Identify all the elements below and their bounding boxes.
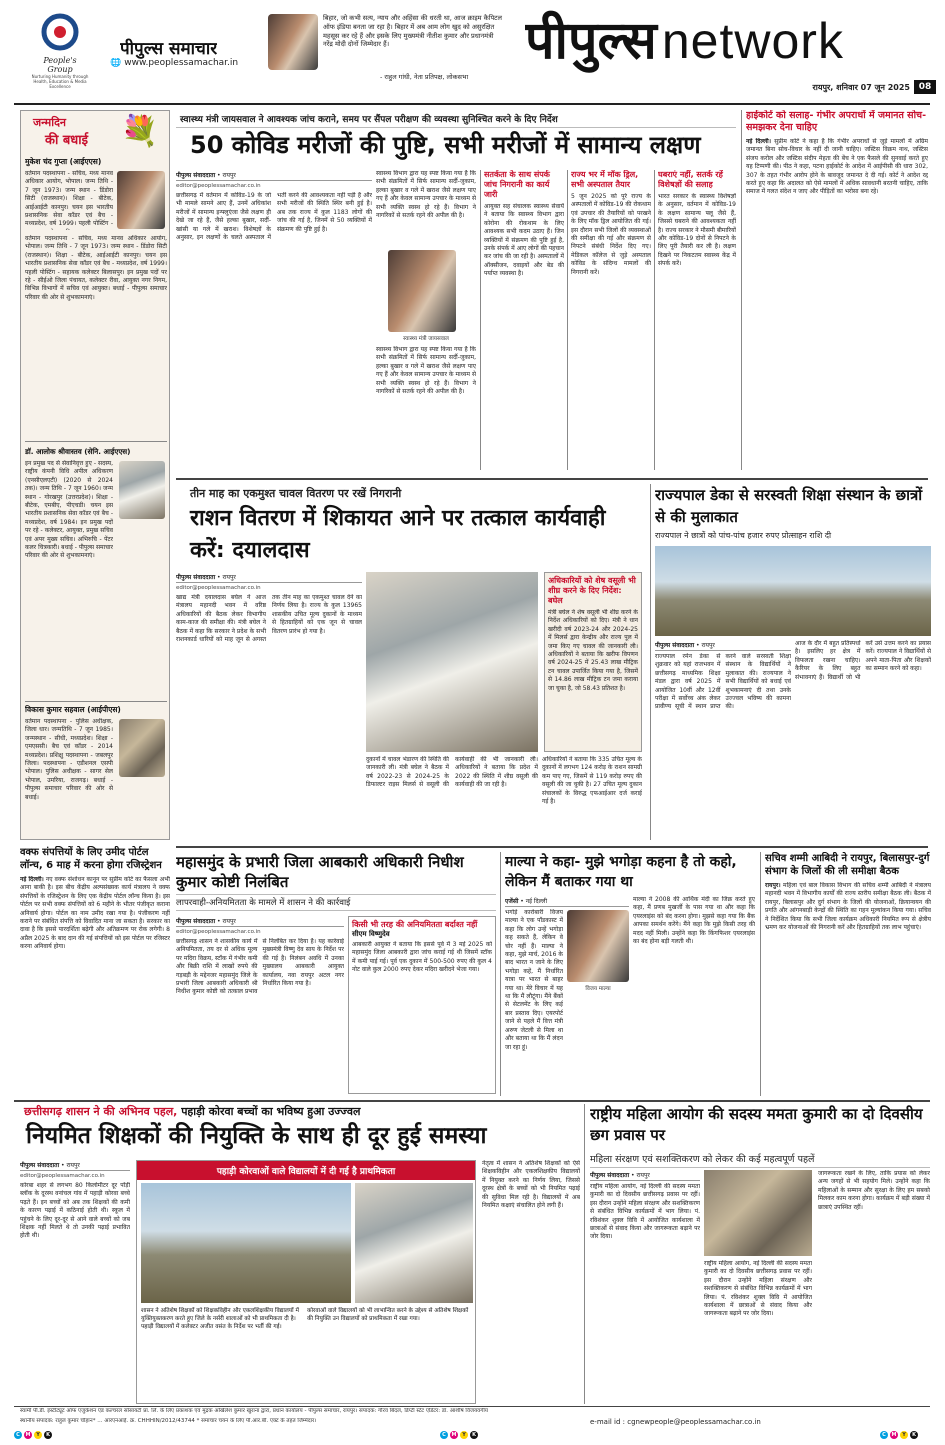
teachers-caption-2: कोरवाओं वाले विद्यालयों को भी लाभान्वित करने के उद्देश्य से अतिशेष शिक्षकों की नियुक्ति उन विद्यालयों को प्राथमिकता में रखा गया। bbox=[307, 1308, 469, 1322]
network-title-hi: पीपुल्स bbox=[525, 11, 657, 71]
covid-photo-caption: स्वास्थ्य मंत्री जायसवाल bbox=[403, 336, 449, 342]
person-1-text-cont: वर्तमान पदस्थापना - सचिव, मध्य मानव अधिकार आयोग, भोपाल। जन्म तिथि - 7 जून 1973। जन्म स्थान - डिंडोरा सिटी (राजस्थान)। शिक्षा - बीटेक, आईआईटी कानपुर। चयन इस भारतीय प्रशासनिक सेवा कॉडर एवं बैच - मध्यप्रदेश, वर्ष 1999। पहली पोस्टिंग - सहायक कलेक्टर बिलासपुर। इन प्रमुख पदों पर रहे - सीईओ जिला पंचायत, कलेक्टर रीवा, आयुक्त नगर निगम, विभिन्न विभागों में सचिव एवं आयुक्त। बधाई - पीपुल्स समाचार परिवार की ओर से शुभकामनाएं। bbox=[25, 235, 167, 301]
ration-byline: पीपुल्स संवाददाता • रायपुर bbox=[176, 572, 362, 583]
flower-bouquet-icon: 💐 bbox=[121, 114, 159, 149]
mallya-byline-name: एजेंसी bbox=[505, 898, 519, 905]
women-col-2 bbox=[704, 1260, 812, 1404]
excise-box bbox=[348, 916, 496, 1094]
teachers-photo-box bbox=[136, 1160, 476, 1404]
teachers-byline-name: पीपुल्स संवाददाता bbox=[20, 1162, 60, 1169]
section-rule-3 bbox=[14, 1100, 930, 1102]
mallya-col-1 bbox=[505, 896, 629, 1094]
teachers-byline: पीपुल्स संवाददाता • रायपुर bbox=[20, 1160, 130, 1171]
covid-kicker: स्वास्थ्य मंत्री जायसवाल ने आवश्यक जांच कराने, समय पर सैंपल परीक्षण की व्यवस्था सुनिश्चित करने के दिए निर्देश bbox=[176, 110, 736, 128]
person-1-name: मुकेश चंद गुप्ता (आईएएस) bbox=[25, 157, 102, 166]
group-name: People's Group bbox=[43, 56, 77, 74]
governor-story bbox=[655, 484, 931, 840]
cyan-dot: C bbox=[440, 1431, 448, 1439]
yellow-dot: Y bbox=[460, 1431, 468, 1439]
cyan-dot: C bbox=[14, 1431, 22, 1439]
women-byline: पीपुल्स संवाददाता • रायपुर bbox=[590, 1170, 700, 1181]
governor-body-1: राज्यपाल रमेन डेका से शुक्रवार को यहां राजभवन में छत्तीसगढ़ माध्यमिक शिक्षा मंडल द्वारा वर्ष 2025 में आयोजित 10वीं और 12वीं परीक्षा में सर्वोच्च अंक लेकर प्रावीण्य सूची में स्थान प्राप्त करने वाले सरस्वती शिक्षा संस्थान के विद्यार्थियों ने मुलाकात की। राज्यपाल ने सभी विद्यार्थियों को बधाई एवं शुभकामनाएं दी तथा उनके उज्ज्वल भविष्य की कामना की। bbox=[655, 653, 791, 711]
excise-headline: महासमुंद के प्रभारी जिला आबकारी अधिकारी निधीश कुमार कोष्टी निलंबित bbox=[176, 853, 464, 891]
covid-side-1 bbox=[484, 170, 564, 475]
teachers-story bbox=[20, 1104, 580, 1404]
dateline: रायपुर, शनिवार 07 जून 2025 bbox=[812, 83, 910, 92]
governor-col-3 bbox=[795, 640, 931, 838]
network-title bbox=[525, 6, 925, 76]
group-logo bbox=[30, 12, 90, 92]
governor-byline: पीपुल्स संवाददाता • रायपुर bbox=[655, 640, 791, 651]
mallya-photo bbox=[567, 910, 629, 982]
section-rule-1 bbox=[176, 478, 928, 480]
covid-col-2 bbox=[376, 170, 476, 475]
masthead bbox=[0, 0, 945, 105]
excise-story bbox=[176, 852, 496, 1096]
paper-name: पीपुल्स समाचार bbox=[120, 39, 218, 59]
excise-byline-city: रायपुर bbox=[222, 918, 236, 925]
women-byline-name: पीपुल्स संवाददाता bbox=[590, 1172, 630, 1179]
teachers-email: editor@peoplessamachar.co.in bbox=[20, 1173, 105, 1179]
waqf-story bbox=[20, 846, 170, 1096]
ration-col-3 bbox=[542, 756, 642, 842]
mallya-headline: माल्या ने कहा- मुझे भगोड़ा कहना है तो कहो, लेकिन मैं बताकर गया था bbox=[505, 854, 737, 890]
magenta-dot: M bbox=[25, 1432, 31, 1438]
women-divider bbox=[584, 1104, 585, 1404]
footer-rule bbox=[14, 1406, 930, 1407]
birthday-person-3 bbox=[25, 705, 167, 839]
ration-kicker: तीन माह का एकमुश्त चावल वितरण पर रखें निगरानी bbox=[190, 487, 402, 500]
person-3-photo bbox=[119, 719, 165, 777]
governor-subhead: राज्यपाल ने छात्रों को पांच-पांच हजार रुपए प्रोत्साहन राशि दी bbox=[655, 531, 832, 540]
magenta-dot: M bbox=[891, 1432, 897, 1438]
excise-main-col bbox=[176, 916, 344, 1096]
globe-icon: 🌐 bbox=[110, 58, 122, 68]
ration-cols bbox=[366, 756, 538, 842]
birthday-title-bottom: की बधाई bbox=[45, 133, 89, 148]
teachers-col-3 bbox=[482, 1160, 580, 1404]
excise-subhead: लापरवाही-अनियमितता के मामले में शासन ने की कार्रवाई bbox=[176, 894, 496, 911]
mallya-byline-city: नई दिल्ली bbox=[525, 898, 548, 905]
women-col-3 bbox=[818, 1170, 930, 1404]
birthday-title-top: जन्मदिन bbox=[33, 116, 67, 129]
excise-box-title: किसी भी तरह की अनियमितता बर्दाश्त नहीं bbox=[352, 920, 478, 929]
covid-divider-3 bbox=[654, 170, 655, 470]
birthday-person-2 bbox=[25, 447, 167, 697]
covid-body-2b: स्वास्थ्य विभाग द्वारा यह स्पष्ट किया गया है कि सभी संक्रमितों में सिर्फ सामान्य सर्दी-जुकाम, हल्का बुखार व गले में खराश जैसे लक्षण पाए गए हैं और केवल सामान्य उपचार के माध्यम से सभी व्यक्ति स्वस्थ हो रहे हैं। विभाग ने नागरिकों से सतर्क रहने की अपील की है। bbox=[376, 346, 476, 396]
ration-box-body: मंत्री बघेल ने शेष वसूली भी शीघ्र करने के निर्देश अधिकारियों को दिए। मंत्री ने धान खरीदी वर्ष 2023-24 और 2024-25 में मिलर्स द्वारा केन्द्रीय और राज्य पूल में जमा किए गए चावल की जानकारी ली। अधिकारियों ने बताया कि खरीफ विपणन वर्ष 2024-25 में 25.43 लाख मीट्रिक टन चावल उपार्जित किया गया है, जिसमें से 14.86 लाख मीट्रिक टन जमा कराया जा चुका है, जो 58.43 प्रतिशत है। bbox=[548, 609, 638, 692]
ration-main-col bbox=[176, 572, 362, 844]
birthday-divider-1 bbox=[25, 441, 167, 442]
covid-divider-2 bbox=[567, 170, 568, 470]
quote-author: - राहुल गांधी, नेता प्रतिपक्ष, लोकसभा bbox=[380, 73, 469, 81]
commission-divider bbox=[760, 852, 761, 1096]
black-dot: K bbox=[910, 1431, 918, 1439]
governor-byline-name: पीपुल्स संवाददाता bbox=[655, 642, 695, 649]
waqf-body-text: नए वक्फ संशोधन कानून पर सुप्रीम कोर्ट का फैसला अभी आना बाकी है। इस बीच केंद्रीय अल्पसंख्यक कार्य मंत्रालय ने वक्फ संपत्तियों के रजिस्ट्रेशन के लिए एक केंद्रीय पोर्टल लॉन्च किया है। इस पोर्टल पर सभी वक्फ संपत्तियों को 6 महीने के भीतर पंजीकृत कराना अनिवार्य होगा। पोर्टल का नाम उमीद रखा गया है। पंजीकरण नहीं कराने पर संबंधित संपत्ति को विवादित माना जा सकता है। सरकार का दावा है कि इससे पारदर्शिता बढ़ेगी और अतिक्रमण पर रोक लगेगी। 8 अप्रैल 2025 के बाद दान की गई संपत्तियों को इस पोर्टल पर रजिस्टर करना अनिवार्य होगा। bbox=[20, 876, 170, 951]
teachers-kicker-red: छत्तीसगढ़ शासन ने की अभिनव पहल, bbox=[24, 1105, 178, 1118]
hc-divider bbox=[741, 110, 742, 470]
covid-side-1-body: आयुक्त सह संचालक स्वास्थ्य सेवायें ने बताया कि स्वास्थ्य विभाग द्वारा कोरोना की रोकथाम के लिए आवश्यक सभी कदम उठाए हैं। जिन व्यक्तियों में संक्रमण की पुष्टि हुई है, उनके संपर्क में आए लोगों की पहचान कर जांच की जा रही है। अस्पतालों में ऑक्सीजन, दवाइयों और बेड की पर्याप्त व्यवस्था है। bbox=[484, 203, 564, 278]
mallya-col-2 bbox=[633, 896, 755, 1094]
covid-story bbox=[176, 110, 736, 480]
birthday-column bbox=[20, 110, 170, 840]
covid-minister-photo bbox=[388, 250, 456, 332]
website bbox=[110, 58, 238, 68]
waqf-dateline: नई दिल्ली। bbox=[20, 876, 44, 883]
women-body-1b: राष्ट्रीय महिला आयोग, नई दिल्ली की सदस्य ममता कुमारी का दो दिवसीय छत्तीसगढ़ प्रवास पर रहीं। इस दौरान उन्होंने महिला संरक्षण और सशक्तिकरण से संबंधित विभिन्न कार्यक्रमों में भाग लिया। पं. रविशंकर शुक्ल विवि में आयोजित कार्यशाला में छात्राओं से संवाद किया और जागरूकता बढ़ाने पर जोर दिया। bbox=[704, 1260, 812, 1318]
person-2-name: डॉ. आलोक श्रीवास्तव (सेनि. आईएएस) bbox=[25, 447, 131, 456]
women-story bbox=[590, 1104, 930, 1404]
person-1-photo bbox=[117, 171, 165, 229]
teachers-body-1: कोरबा शहर से लगभग 80 किलोमीटर दूर पोंड़ी ब्लॉक के दूरस्थ वनांचल गांव में पहाड़ी कोरवा बच्चे पढ़ते हैं। इन बच्चों को अब तक शिक्षकों की कमी के कारण पढ़ाई में कठिनाई होती थी। स्कूल में पहुंचने के लिए दूर-दूर से आने वाले बच्चों को जब शिक्षक नहीं मिलते थे तो उनकी पढ़ाई प्रभावित होती थी। bbox=[20, 1182, 130, 1240]
governor-photo bbox=[655, 546, 931, 636]
excise-box-author: सीएम विष्णुदेव bbox=[352, 930, 390, 938]
covid-email: editor@peoplessamachar.co.in bbox=[176, 183, 261, 189]
covid-side-2-body: 5 जून 2025 को पूरे राज्य के अस्पतालों में कोविड-19 की रोकथाम एवं उपचार की तैयारियों को परखने के लिए मॉक ड्रिल आयोजित की गई। इस दौरान सभी जिलों की व्यवस्थाओं की समीक्षा की गई और संक्रमण से निपटने संबंधी निर्देश दिए गए। मेडिकल कॉलेज से जुड़े अस्पताल कोविड के संदिग्ध मामलों की निगरानी करें। bbox=[571, 193, 651, 276]
commission-story bbox=[765, 852, 931, 1096]
group-tagline: Nurturing Humanity through Health, Education & Media Excellence bbox=[31, 74, 89, 89]
governor-divider bbox=[650, 484, 651, 840]
covid-byline: पीपुल्स संवाददाता • रायपुर bbox=[176, 170, 372, 181]
footer-email: e-mail id : cgnewpeople@peoplessamachar.co.in bbox=[590, 1418, 761, 1426]
mallya-byline: एजेंसी • नई दिल्ली bbox=[505, 896, 629, 907]
women-event-photo bbox=[704, 1170, 812, 1256]
cmyk-strip-center bbox=[440, 1431, 478, 1439]
commission-headline: सचिव शम्मी आबिदी ने रायपुर, बिलासपुर-दुर्ग संभाग के जिलों की ली समीक्षा बैठक bbox=[765, 853, 930, 877]
teachers-headline: नियमित शिक्षकों की नियुक्ति के साथ ही दूर हुई समस्या bbox=[26, 1123, 487, 1149]
covid-side-1-title: सतर्कता के साथ संपर्क जांच निगरानी का कार्य जारी bbox=[484, 170, 550, 199]
women-subhead: महिला संरक्षण एवं सशक्तिकरण को लेकर की कई महत्वपूर्ण पहलें bbox=[590, 1150, 930, 1168]
hc-body bbox=[746, 138, 928, 453]
black-dot: K bbox=[44, 1431, 52, 1439]
cmyk-strip-left bbox=[14, 1431, 52, 1439]
women-byline-city: रायपुर bbox=[636, 1172, 650, 1179]
excise-email: editor@peoplessamachar.co.in bbox=[176, 929, 261, 935]
peoples-group-logo-icon bbox=[38, 12, 82, 52]
teachers-caption-1: शासन ने अतिशेष शिक्षकों को शिक्षकविहीन और एकलशिक्षकीय विद्यालयों में युक्तियुक्तकरण करते हुए जिले के नर्सरी शालाओं को भी प्राथमिकता दी है। पहाड़ी विद्यालयों में कलेक्टर अजीत वसंत के निर्देश पर भर्ती की गई। bbox=[141, 1308, 299, 1330]
waqf-body bbox=[20, 876, 170, 1081]
covid-side-3-body: भारत सरकार के स्वास्थ्य विशेषज्ञों के अनुसार, वर्तमान में कोविड-19 के लक्षण सामान्य फ्लू जैसे हैं, जिससे घबराने की आवश्यकता नहीं है। राज्य सरकार ने मौसमी बीमारियों और कोविड-19 दोनों से निपटने के लिए पूरी तैयारी कर ली है। लक्षण दिखने पर निकटतम स्वास्थ्य केंद्र में संपर्क करें। bbox=[658, 193, 736, 268]
network-title-en: network bbox=[661, 13, 844, 69]
governor-headline: राज्यपाल डेका से सरस्वती शिक्षा संस्थान के छात्रों से की मुलाकात bbox=[655, 486, 923, 526]
teachers-school-photo-2 bbox=[355, 1183, 473, 1303]
mallya-photo-caption: विजय माल्या bbox=[585, 986, 611, 992]
person-2-text: इन प्रमुख पद से सेवानिवृत्त हुए - सदस्य, राष्ट्रीय कंपनी विधि अपील अधिकरण (एनसीएलएटी) (2020 से 2024 तक)। जन्म तिथि - 7 जून 1960। जन्म स्थान - गोरखपुर (उत्तरप्रदेश)। शिक्षा - बीटेक, एमबीए, पीएचडी। चयन इस भारतीय प्रशासनिक सेवा कॉडर एवं बैच - मध्यप्रदेश, वर्ष 1984। इन प्रमुख पदों पर रहे - कलेक्टर, आयुक्त, प्रमुख सचिव एवं अपर मुख्य सचिव। अभिरुचि - पेंटर कलर चित्रकारी। बधाई - पीपुल्स समाचार परिवार की ओर से शुभकामनाएं। bbox=[25, 460, 113, 560]
covid-side-2 bbox=[571, 170, 651, 475]
hc-body-text: सुप्रीम कोर्ट ने कहा है कि गंभीर अपराधों से जुड़े मामलों में अग्रिम जमानत बिना सोच-विचार के नहीं दी जानी चाहिए। जस्टिस विक्रम नाथ, जस्टिस संजय करोल और जस्टिस संदीप मेहता की बेंच ने एक फैसले की सुनवाई करते हुए यह टिप्पणी की। पीठ ने कहा, पटना हाईकोर्ट के आदेश में आईपीसी की धारा 302, 307 के तहत गंभीर आरोप होने के बावजूद जमानत दे दी गई। कोर्ट ने आदेश रद्द करते हुए कहा कि अदालत को ऐसे मामलों में अधिक सावधानी बरतनी चाहिए, ताकि समाज में गलत संदेश न जाए और पीड़ितों का भरोसा बना रहे। bbox=[746, 138, 928, 196]
commission-body bbox=[765, 882, 931, 1074]
covid-main-col bbox=[176, 170, 372, 475]
governor-body-2: आज के दौर में बहुत प्रतिस्पर्धा है। इसलिए हर क्षेत्र में विफलता रखना चाहिए। कैरियर के लिए बहुत संभावनाएं हैं। विद्यार्थी जो भी करें उसे उत्तम करने का प्रयास करें। राज्यपाल ने विद्यार्थियों से अपने माता-पिता और शिक्षकों का सम्मान करने को कहा। bbox=[795, 640, 931, 681]
teachers-byline-city: रायपुर bbox=[66, 1162, 80, 1169]
magenta-dot: M bbox=[451, 1432, 457, 1438]
birthday-person-1 bbox=[25, 157, 167, 427]
ration-body-3: अधिकारियों ने बताया कि 335 उचित मूल्य के दुकानों में लगभग 124 करोड़ के राशन सामग्री कम पाए गए, जिसमें से 119 करोड़ रुपए की वसूली की जा चुकी है। 27 उचित मूल्य दुकान संचालकों के विरुद्ध एफआईआर दर्ज कराई गई है। bbox=[542, 756, 642, 806]
covid-byline-city: रायपुर bbox=[222, 172, 236, 179]
waqf-headline: वक्फ संपत्तियों के लिए उमीद पोर्टल लॉन्च, 6 माह में करना होगा रजिस्ट्रेशन bbox=[20, 847, 162, 871]
ration-body-1: खाद्य मंत्री दयालदास बघेल ने आज मंत्रालय महानदी भवन में वरिष्ठ अधिकारियों की बैठक लेकर विभागीय काम-काज की समीक्षा की। मंत्री बघेल ने बैठक में कहा कि सरकार ने प्रदेश के सभी राशनकार्ड धारियों को माह जून से अगस्त तक तीन माह का एकमुश्त चावल देने का निर्णय लिया है। राज्य के कुल 13965 शासकीय उचित मूल्य दुकानों के माध्यम से हितग्राहियों को एक जून से चावल वितरण प्रारंभ हो गया है। bbox=[176, 594, 362, 644]
ration-email: editor@peoplessamachar.co.in bbox=[176, 585, 261, 591]
black-dot: K bbox=[470, 1431, 478, 1439]
ration-byline-name: पीपुल्स संवाददाता bbox=[176, 574, 216, 581]
ration-box-title: अधिकारियों को शेष वसूली भी शीघ्र करने के दिए निर्देश: बघेल bbox=[548, 576, 636, 605]
commission-dateline: रायपुर। bbox=[765, 882, 781, 889]
person-2-photo bbox=[119, 461, 165, 519]
mallya-body: भगोड़े कारोबारी विजय माल्या ने एक पॉडकास्ट में कहा कि लोग उन्हें भगोड़ा कह सकते हैं, लेकिन वे चोर नहीं हैं। माल्या ने कहा, मुझे मार्च, 2016 के बाद भारत न जाने के लिए भगोड़ा कहें, मैं निर्धारित यात्रा पर भारत से बाहर गया था। मेरे विचार में यह था कि मैं लौटूंगा। मैंने बैंकों से सेटलमेंट के लिए कई बार प्रस्ताव दिए। एयरपोर्ट जाने से पहले मैं वित्त मंत्री अरुण जेटली से मिला था और बताया था कि मैं लंदन जा रहा हूं। bbox=[505, 909, 563, 1051]
covid-body-2: स्वास्थ्य विभाग द्वारा यह स्पष्ट किया गया है कि सभी संक्रमितों में सिर्फ सामान्य सर्दी-जुकाम, हल्का बुखार व गले में खराश जैसे लक्षण पाए गए हैं और केवल सामान्य उपचार के माध्यम से सभी व्यक्ति स्वस्थ हो रहे हैं। विभाग ने नागरिकों से सतर्क रहने की अपील की है। bbox=[376, 170, 476, 220]
excise-byline-name: पीपुल्स संवाददाता bbox=[176, 918, 216, 925]
covid-side-2-title: राज्य भर में मॉक ड्रिल, सभी अस्पताल तैयार bbox=[571, 170, 639, 189]
covid-side-3 bbox=[658, 170, 736, 475]
ration-meeting-photo bbox=[366, 572, 538, 752]
teachers-kicker bbox=[20, 1104, 580, 1119]
excise-byline: पीपुल्स संवाददाता • रायपुर bbox=[176, 916, 344, 927]
footer-imprint: स्वामी पी.डी. इंस्टीट्यूट ऑफ एजुकेशन एंड कल्चरल सोसायटी प्रा. लि. के लिए प्रकाशक एवं मुद्रक अखिलेश कुमार खुराना द्वारा, प्रधान कार्यालय - पीपुल्स समाचार, रायपुर। संपादक: गौरव बिंदल, डिप्टी स्टेट एडिटर: डॉ. आशीष विजयवर्गीय bbox=[20, 1408, 488, 1414]
website-url: www.peoplessamachar.in bbox=[124, 58, 239, 68]
covid-headline: 50 कोविड मरीजों की पुष्टि, सभी मरीजों में सामान्य लक्षण bbox=[190, 131, 701, 159]
birthday-header bbox=[21, 111, 170, 155]
teachers-main-col bbox=[20, 1160, 130, 1404]
hc-headline: हाईकोर्ट को सलाह- गंभीर अपराधों में जमानत सोच-समझकर देना चाहिए bbox=[746, 110, 927, 133]
quote-portrait bbox=[268, 14, 318, 70]
commission-body-text: महिला एवं बाल विकास विभाग की सचिव शम्मी आबिदी ने मंत्रालय महानदी भवन में विभागीय कार्यों की राज्य स्तरीय समीक्षा बैठक ली। बैठक में रायपुर, बिलासपुर और दुर्ग संभाग के जिलों की योजनाओं, क्रियान्वयन की प्रगति और आंगनबाड़ी केन्द्रों की स्थिति का गहन मूल्यांकन किया गया। सचिव ने निर्देशित किया कि सभी जिला कार्यक्रम अधिकारी नियमित रूप से क्षेत्रीय भ्रमण कर योजनाओं की निगरानी करें और हितग्राहियों तक लाभ पहुंचाएं। bbox=[765, 882, 931, 932]
birthday-divider-2 bbox=[25, 701, 167, 702]
teachers-kicker-black: पहाड़ी कोरवा बच्चों का भविष्य हुआ उज्ज्वल bbox=[181, 1105, 361, 1118]
hc-story bbox=[746, 110, 928, 470]
yellow-dot: Y bbox=[34, 1431, 42, 1439]
teachers-body-2: नेतृत्व में शासन ने अतिशेष शिक्षकों को ऐसे शिक्षकविहीन और एकलशिक्षकीय विद्यालयों में नियुक्त करने का निर्णय लिया, जिससे दूरस्थ क्षेत्रों के बच्चों को भी नियमित पढ़ाई की सुविधा मिल रही है। विद्यालयों में अब नियमित कक्षाएं संचालित होने लगी हैं। bbox=[482, 1160, 580, 1210]
teachers-school-photo-1 bbox=[141, 1183, 351, 1303]
covid-side-3-title: घबराएं नहीं, सतर्क रहें विशेषज्ञों की सलाह bbox=[658, 170, 723, 189]
cmyk-strip-right bbox=[880, 1431, 918, 1439]
quote-text: बिहार, जो कभी सत्य, न्याय और अहिंसा की धरती था, आज क्राइम कैपिटल ऑफ इंडिया बनता जा रहा है। बिहार में अब आम लोग खुद को असुरक्षित महसूस कर रहे हैं और इसके लिए मुख्यमंत्री नीतीश कुमार और प्रधानमंत्री नरेंद्र मोदी दोनों जिम्मेदार हैं। bbox=[323, 14, 502, 49]
women-headline: राष्ट्रीय महिला आयोग की सदस्य ममता कुमारी का दो दिवसीय छग प्रवास पर bbox=[590, 1105, 923, 1144]
page-number: 08 bbox=[914, 80, 936, 94]
governor-byline-box bbox=[655, 640, 791, 833]
teachers-photo-banner: पहाड़ी कोरवाओं वाले विद्यालयों में दी गई है प्राथमिकता bbox=[137, 1161, 475, 1180]
women-body-1: राष्ट्रीय महिला आयोग, नई दिल्ली की सदस्य ममता कुमारी का दो दिवसीय छत्तीसगढ़ प्रवास पर रहीं। इस दौरान उन्होंने महिला संरक्षण और सशक्तिकरण से संबंधित विभिन्न कार्यक्रमों में भाग लिया। पं. रविशंकर शुक्ल विवि में आयोजित कार्यशाला में छात्राओं से संवाद किया और जागरूकता बढ़ाने पर जोर दिया। bbox=[590, 1183, 700, 1241]
governor-byline-city: रायपुर bbox=[701, 642, 715, 649]
mallya-story bbox=[505, 852, 755, 1096]
covid-divider-1 bbox=[480, 170, 481, 470]
ration-headline: राशन वितरण में शिकायत आने पर तत्काल कार्यवाही करें: दयालदास bbox=[190, 506, 606, 563]
hc-dateline: नई दिल्ली। bbox=[746, 138, 771, 145]
ration-story bbox=[176, 484, 646, 844]
mallya-body-2: माल्या ने 2008 की आर्थिक मंदी का जिक्र करते हुए कहा, मैं प्रणब मुखर्जी के पास गया था और कहा कि एयरलाइंस को बंद करना होगा। मुझसे कहा गया कि बैंक आपका समर्थन करेंगे। मैंने कहा कि मुझे किसी तरह की मदद नहीं मिली। उन्होंने कहा कि किंगफिशर एयरलाइंस का बंद होना बड़ी गलती थी। bbox=[633, 896, 755, 946]
yellow-dot: Y bbox=[900, 1431, 908, 1439]
excise-body: छत्तीसगढ़ शासन ने शासकीय कार्य में अनियमितता, तय दर से अधिक मूल्य पर मदिरा विक्रय, स्टॉक में गंभीर कमी और बिक्री राशि में लाखों रुपये की गड़बड़ी के मद्देनजर महासमुंद जिले के प्रभारी जिला आबकारी अधिकारी श्री निधीश कुमार कोष्टी को तत्काल प्रभाव से निलंबित कर दिया है। यह कार्रवाई मुख्यमंत्री विष्णु देव साय के निर्देश पर की गई है। निलंबन अवधि में उनका मुख्यालय आबकारी आयुक्त कार्यालय, नवा रायपुर अटल नगर निर्धारित किया गया है। bbox=[176, 938, 344, 996]
ration-byline-city: रायपुर bbox=[222, 574, 236, 581]
women-col-1 bbox=[590, 1170, 700, 1404]
cyan-dot: C bbox=[880, 1431, 888, 1439]
mallya-divider bbox=[500, 852, 501, 1096]
section-rule-2 bbox=[176, 846, 928, 848]
person-3-text: वर्तमान पदस्थापना - पुलिस अधीक्षक, जिला धार। जन्मतिथि - 7 जून 1985। जन्मस्थान - सीधी, मध्यप्रदेश। शिक्षा - एमएससी। बैच एवं कॉडर - 2014 मध्यप्रदेश। प्रशिक्षु पदस्थापना - जबलपुर जिला। पदस्थापना - एडीशनल एसपी भोपाल। पुलिस अधीक्षक - सागर सेल भोपाल, उमरिया, राजगढ़। बधाई - पीपुल्स समाचार परिवार की ओर से बधाई। bbox=[25, 718, 113, 801]
masthead-rule bbox=[14, 103, 930, 105]
ration-box bbox=[544, 572, 642, 752]
person-3-name: विकास कुमार सहवाल (आईपीएस) bbox=[25, 705, 121, 714]
covid-body-1: छत्तीसगढ़ में वर्तमान में कोविड-19 के जो भी मामले सामने आए हैं, उनमें अधिकांश मरीजों में सामान्य इन्फ्लुएंजा जैसे लक्षण ही देखे जा रहे हैं, जैसे हल्का बुखार, सर्दी-खांसी या गले में खराश। विशेषज्ञों के अनुसार, इन लक्षणों के चलते अस्पताल में भर्ती करने की आवश्यकता नहीं पड़ी है और सभी मरीजों की स्थिति स्थिर बनी हुई है। अब तक राज्य में कुल 1183 लोगों की जांच की गई है, जिनमें से 50 व्यक्तियों में संक्रमण की पुष्टि हुई है। bbox=[176, 192, 372, 242]
covid-byline-name: पीपुल्स संवाददाता bbox=[176, 172, 216, 179]
person-1-text: वर्तमान पदस्थापना - सचिव, मध्य मानव अधिकार आयोग, भोपाल। जन्म तिथि - 7 जून 1973। जन्म स्थान - डिंडोरा सिटी (राजस्थान)। शिक्षा - बीटेक, आईआईटी कानपुर। चयन इस भारतीय प्रशासनिक सेवा कॉडर एवं बैच - मध्यप्रदेश, वर्ष 1999। पहली पोस्टिंग - bbox=[25, 170, 113, 228]
women-body-2: जागरूकता रखने के लिए, ताकि प्रयास को लेकर अन्य जगहों से भी सहयोग मिले। उन्होंने कहा कि महिलाओं के सम्मान और सुरक्षा के लिए हम सबको मिलकर काम करना होगा। कार्यक्रम में बड़ी संख्या में छात्राएं उपस्थित रहीं। bbox=[818, 1170, 930, 1211]
excise-box-body: आबकारी आयुक्त ने बताया कि इससे पूर्व में 3 मई 2025 को महासमुंद जिला आबकारी द्वारा जांच कराई गई थी जिसमें स्टॉक में कमी पाई गई। पूर्व एक दुकान में 500-500 रुपए की कुल 4 नोट वाले कुल 2000 रुपए देकर मदिरा खरीदने भेजा गया। bbox=[352, 941, 492, 974]
footer-reg: स्थानीय संपादक: राहुल कुमार चौहान* ... आरएनआई. क्र. CHHHIN/2012/43744 * समाचार चयन के लिए पी.आर.बी. एक्ट के तहत जिम्मेदार। bbox=[20, 1418, 317, 1424]
ration-body-2: दुकानों में चावल भंडारण की स्थिति की जानकारी ली। मंत्री बघेल ने बैठक में वर्ष 2022-23 से 2024-25 के डिफाल्टर राइस मिलर्स से वसूली की कार्यवाही की भी जानकारी ली। अधिकारियों ने बताया कि प्रदेश में 2022 की स्थिति में शीघ्र वसूली की कार्यवाही की जा रही है। bbox=[366, 756, 538, 789]
